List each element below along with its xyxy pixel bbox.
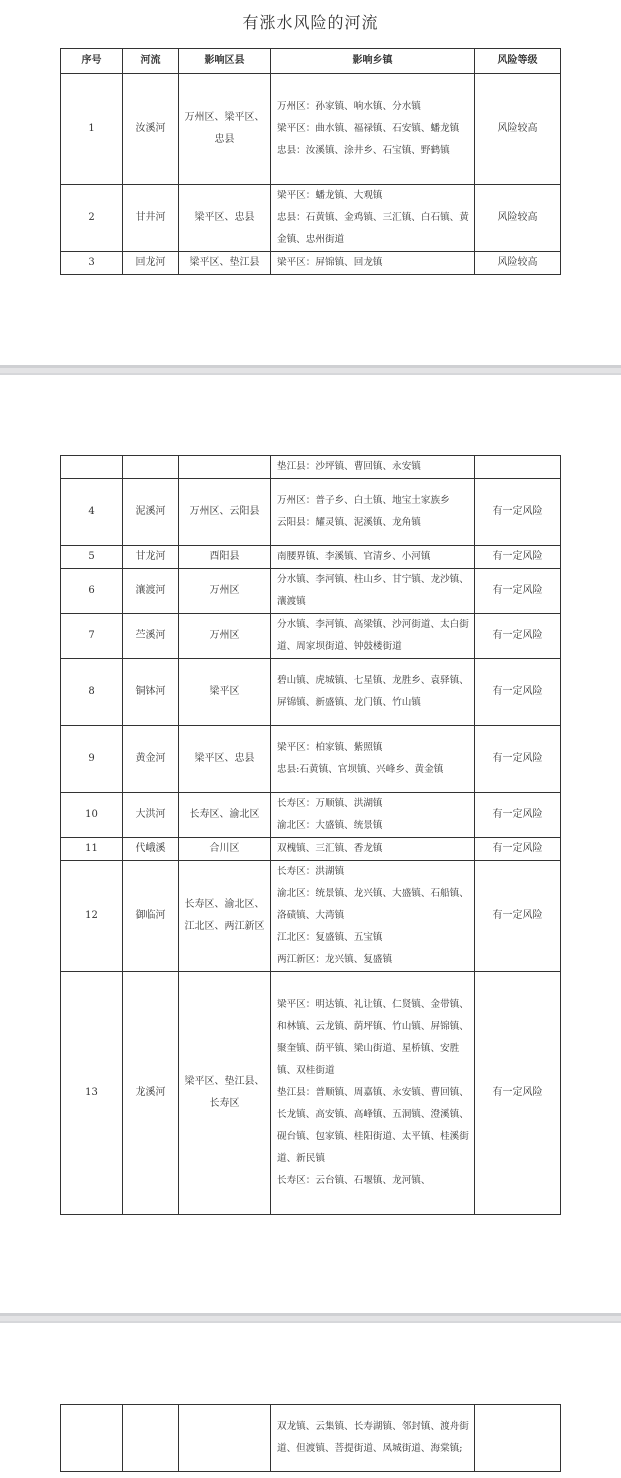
row-no: 4 [61,479,123,546]
table-row [61,659,561,726]
header-no: 序号 [61,49,123,74]
row-risk: 风险较高 [475,185,561,252]
row-town: 长寿区：万顺镇、洪湖镇 渝北区：大盛镇、统景镇 [271,793,475,838]
row-river: 汝溪河 [123,74,179,185]
header-district: 影响区县 [179,49,271,74]
river-risk-table [60,48,561,275]
row-town: 双龙镇、云集镇、长寿湖镇、邻封镇、渡舟街道、但渡镇、菩提街道、凤城街道、海棠镇; [271,1405,475,1472]
table-row [61,726,561,793]
header-risk: 风险等级 [475,49,561,74]
row-town: 万州区：孙家镇、响水镇、分水镇 梁平区：曲水镇、福禄镇、石安镇、蟠龙镇 忠县：汝溪镇、涂井乡、石宝镇、野鹤镇 [271,74,475,185]
row-river: 龙溪河 [123,972,179,1215]
row-risk: 有一定风险 [475,614,561,659]
row-river: 黄金河 [123,726,179,793]
table-row [61,74,561,185]
table-row [61,456,561,479]
table-row [61,861,561,972]
page-gap [0,1313,621,1323]
page-title: 有涨水风险的河流 [242,13,379,32]
row-river: 苎溪河 [123,614,179,659]
row-district: 梁平区、垫江县 [179,252,271,275]
row-district: 梁平区 [179,659,271,726]
row-risk: 有一定风险 [475,479,561,546]
row-risk: 有一定风险 [475,726,561,793]
table-row [61,972,561,1215]
row-town: 分水镇、李河镇、高梁镇、沙河街道、太白街道、周家坝街道、钟鼓楼街道 [271,614,475,659]
row-town: 垫江县：沙坪镇、曹回镇、永安镇 [271,456,475,479]
row-risk: 有一定风险 [475,972,561,1215]
row-river: 泥溪河 [123,479,179,546]
row-risk: 风险较高 [475,74,561,185]
row-district: 万州区、云阳县 [179,479,271,546]
row-district: 梁平区、忠县 [179,726,271,793]
row-river: 铜钵河 [123,659,179,726]
table-row [61,185,561,252]
table-row [61,569,561,614]
row-town: 梁平区：明达镇、礼让镇、仁贤镇、金带镇、和林镇、云龙镇、荫坪镇、竹山镇、屏锦镇、聚奎镇、荫平镇、梁山街道、星桥镇、安胜镇、双桂街道 垫江县：普顺镇、周嘉镇、永安镇、曹回镇、长龙镇、高安镇、高峰镇、五洞镇、澄溪镇、砚台镇、包家镇、桂阳街道、太平镇、桂溪街道、新民镇 长寿区：云台镇、石堰镇、龙河镇、 [271,972,475,1215]
row-risk: 有一定风险 [475,546,561,569]
row-town: 梁平区：柏家镇、紫照镇 忠县:石黄镇、官坝镇、兴峰乡、黄金镇 [271,726,475,793]
table-row [61,838,561,861]
row-no [61,456,123,479]
row-district: 万州区 [179,614,271,659]
row-town: 万州区：普子乡、白土镇、地宝土家族乡 云阳县：耀灵镇、泥溪镇、龙角镇 [271,479,475,546]
row-no [61,1405,123,1472]
row-no: 7 [61,614,123,659]
row-river: 瀼渡河 [123,569,179,614]
row-no: 13 [61,972,123,1215]
table-row [61,546,561,569]
row-river: 大洪河 [123,793,179,838]
row-risk: 有一定风险 [475,569,561,614]
row-district: 合川区 [179,838,271,861]
row-no: 2 [61,185,123,252]
page-gap [0,365,621,375]
row-town: 双槐镇、三汇镇、香龙镇 [271,838,475,861]
row-risk: 有一定风险 [475,838,561,861]
row-risk: 有一定风险 [475,659,561,726]
river-risk-table-continued [60,455,561,1215]
row-district: 长寿区、渝北区 [179,793,271,838]
row-risk: 有一定风险 [475,793,561,838]
row-district: 万州区 [179,569,271,614]
row-river [123,456,179,479]
row-risk: 有一定风险 [475,861,561,972]
row-no: 10 [61,793,123,838]
header-river: 河流 [123,49,179,74]
row-district: 长寿区、渝北区、江北区、两江新区 [179,861,271,972]
row-river: 甘井河 [123,185,179,252]
row-district: 梁平区、垫江县、长寿区 [179,972,271,1215]
row-district [179,1405,271,1472]
row-river: 回龙河 [123,252,179,275]
row-river: 代峨溪 [123,838,179,861]
document-page-2 [0,375,621,1313]
row-risk [475,1405,561,1472]
row-no: 8 [61,659,123,726]
row-town: 碧山镇、虎城镇、七星镇、龙胜乡、袁驿镇、屏锦镇、新盛镇、龙门镇、竹山镇 [271,659,475,726]
table-row [61,252,561,275]
header-town: 影响乡镇 [271,49,475,74]
row-river [123,1405,179,1472]
row-no: 11 [61,838,123,861]
row-town: 南腰界镇、李溪镇、官清乡、小河镇 [271,546,475,569]
row-no: 6 [61,569,123,614]
table-row [61,793,561,838]
row-town: 梁平区：蟠龙镇、大观镇 忠县：石黄镇、金鸡镇、三汇镇、白石镇、黄金镇、忠州街道 [271,185,475,252]
row-no: 5 [61,546,123,569]
table-row [61,1405,561,1472]
river-risk-table-continued-2 [60,1404,561,1472]
row-district: 万州区、梁平区、忠县 [179,74,271,185]
document-page-3 [0,1323,621,1478]
table-row [61,614,561,659]
row-town: 梁平区：屏锦镇、回龙镇 [271,252,475,275]
row-district: 梁平区、忠县 [179,185,271,252]
row-risk: 风险较高 [475,252,561,275]
row-river: 甘龙河 [123,546,179,569]
row-no: 9 [61,726,123,793]
row-risk [475,456,561,479]
table-header-row [61,49,561,74]
row-district [179,456,271,479]
row-no: 3 [61,252,123,275]
row-river: 御临河 [123,861,179,972]
table-row [61,479,561,546]
row-no: 1 [61,74,123,185]
row-no: 12 [61,861,123,972]
document-page-1 [0,0,621,365]
row-town: 分水镇、李河镇、柱山乡、甘宁镇、龙沙镇、瀼渡镇 [271,569,475,614]
row-town: 长寿区：洪湖镇 渝北区：统景镇、龙兴镇、大盛镇、石船镇、洛碛镇、大湾镇 江北区：复盛镇、五宝镇 两江新区：龙兴镇、复盛镇 [271,861,475,972]
row-district: 酉阳县 [179,546,271,569]
